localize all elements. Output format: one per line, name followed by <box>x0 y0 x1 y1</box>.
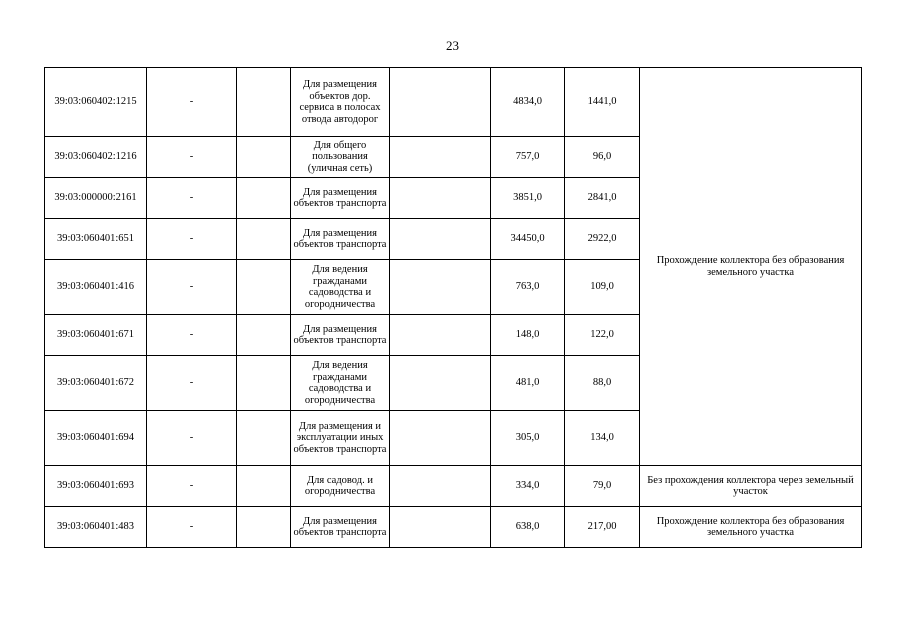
affected-area-cell: 2841,0 <box>565 178 640 219</box>
plot-area-cell: 481,0 <box>491 356 565 411</box>
affected-area-cell: 2922,0 <box>565 219 640 260</box>
affected-area-cell: 1441,0 <box>565 68 640 137</box>
permitted-use-cell: Для размещения объектов дор. сервиса в полосах отвода автодорог <box>291 68 390 137</box>
note-cell: Без прохождения коллектора через земельный участок <box>640 466 862 507</box>
cadastral-number-cell: 39:03:060401:671 <box>45 315 147 356</box>
cadastral-number-cell: 39:03:060402:1216 <box>45 137 147 178</box>
cadastral-number-cell: 39:03:060401:483 <box>45 507 147 548</box>
cadastral-number-cell: 39:03:060402:1215 <box>45 68 147 137</box>
affected-area-cell: 122,0 <box>565 315 640 356</box>
dash-cell: - <box>147 507 237 548</box>
empty-cell <box>390 68 491 137</box>
permitted-use-cell: Для размещения объектов транспорта <box>291 507 390 548</box>
plot-area-cell: 4834,0 <box>491 68 565 137</box>
plot-area-cell: 34450,0 <box>491 219 565 260</box>
plot-area-cell: 334,0 <box>491 466 565 507</box>
affected-area-cell: 88,0 <box>565 356 640 411</box>
permitted-use-cell: Для размещения и эксплуатации иных объектов транспорта <box>291 411 390 466</box>
empty-cell <box>390 137 491 178</box>
permitted-use-cell: Для общего пользования (уличная сеть) <box>291 137 390 178</box>
empty-cell <box>237 315 291 356</box>
plot-area-cell: 763,0 <box>491 260 565 315</box>
cadastral-number-cell: 39:03:060401:672 <box>45 356 147 411</box>
empty-cell <box>237 411 291 466</box>
empty-cell <box>237 137 291 178</box>
empty-cell <box>390 466 491 507</box>
cadastral-number-cell: 39:03:060401:693 <box>45 466 147 507</box>
dash-cell: - <box>147 411 237 466</box>
empty-cell <box>237 178 291 219</box>
dash-cell: - <box>147 219 237 260</box>
cadastral-number-cell: 39:03:060401:694 <box>45 411 147 466</box>
table-row <box>45 507 862 548</box>
empty-cell <box>390 260 491 315</box>
empty-cell <box>237 68 291 137</box>
dash-cell: - <box>147 315 237 356</box>
empty-cell <box>390 315 491 356</box>
empty-cell <box>237 466 291 507</box>
empty-cell <box>390 507 491 548</box>
dash-cell: - <box>147 260 237 315</box>
cadastral-number-cell: 39:03:000000:2161 <box>45 178 147 219</box>
note-cell: Прохождение коллектора без образования земельного участка <box>640 507 862 548</box>
dash-cell: - <box>147 68 237 137</box>
dash-cell: - <box>147 356 237 411</box>
empty-cell <box>237 260 291 315</box>
plot-area-cell: 305,0 <box>491 411 565 466</box>
affected-area-cell: 109,0 <box>565 260 640 315</box>
empty-cell <box>390 356 491 411</box>
note-cell: Прохождение коллектора без образования земельного участка <box>640 68 862 466</box>
dash-cell: - <box>147 178 237 219</box>
dash-cell: - <box>147 466 237 507</box>
permitted-use-cell: Для размещения объектов транспорта <box>291 315 390 356</box>
affected-area-cell: 96,0 <box>565 137 640 178</box>
plot-area-cell: 638,0 <box>491 507 565 548</box>
affected-area-cell: 134,0 <box>565 411 640 466</box>
dash-cell: - <box>147 137 237 178</box>
cadastral-number-cell: 39:03:060401:416 <box>45 260 147 315</box>
permitted-use-cell: Для размещения объектов транспорта <box>291 178 390 219</box>
empty-cell <box>390 411 491 466</box>
permitted-use-cell: Для ведения гражданами садоводства и огородничества <box>291 356 390 411</box>
affected-area-cell: 79,0 <box>565 466 640 507</box>
permitted-use-cell: Для ведения гражданами садоводства и огородничества <box>291 260 390 315</box>
permitted-use-cell: Для садовод. и огородничества <box>291 466 390 507</box>
table-row <box>45 466 862 507</box>
empty-cell <box>390 178 491 219</box>
permitted-use-cell: Для размещения объектов транспорта <box>291 219 390 260</box>
land-plot-table <box>44 67 862 548</box>
plot-area-cell: 148,0 <box>491 315 565 356</box>
page-number: 23 <box>446 38 459 53</box>
empty-cell <box>390 219 491 260</box>
empty-cell <box>237 219 291 260</box>
plot-area-cell: 3851,0 <box>491 178 565 219</box>
empty-cell <box>237 356 291 411</box>
table-row <box>45 68 862 137</box>
empty-cell <box>237 507 291 548</box>
cadastral-number-cell: 39:03:060401:651 <box>45 219 147 260</box>
affected-area-cell: 217,00 <box>565 507 640 548</box>
plot-area-cell: 757,0 <box>491 137 565 178</box>
